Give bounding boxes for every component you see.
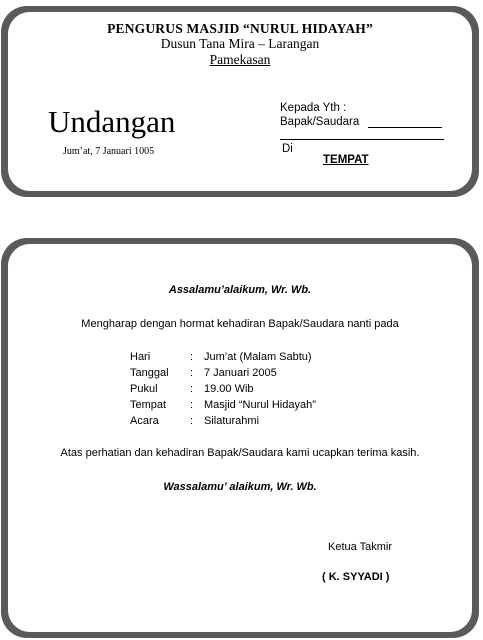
recipient-name-blank-line [368,127,442,128]
org-village: Dusun Tana Mira – Larangan [160,36,320,51]
invitation-title: Undangan [48,104,176,139]
address-place: TEMPAT [323,154,369,166]
detail-value: 19.00 Wib [204,383,254,395]
address-to-label: Kepada Yth : [280,102,347,114]
detail-value: Silaturahmi [204,415,260,427]
detail-value: Jum’at (Malam Sabtu) [204,351,312,363]
opening-greeting: Assalamu’alaikum, Wr. Wb. [168,284,312,296]
signer-title: Ketua Takmir [328,541,392,553]
envelope-card-face [8,12,472,191]
detail-label: Acara [130,415,159,427]
invitation-request: Mengharap dengan hormat kehadiran Bapak/Saudara nanti pada [81,318,399,330]
address-divider-line [280,139,444,140]
org-region: Pamekasan [209,52,271,67]
detail-colon: : [190,415,194,427]
detail-colon: : [190,351,194,363]
letter-card-face [8,244,472,632]
address-di-label: Di [282,143,293,155]
thanks-statement: Atas perhatian dan kehadiran Bapak/Saudara kami ucapkan terima kasih. [60,447,420,459]
signer-name: ( K. SYYADI ) [322,571,390,583]
closing-greeting: Wassalamu’ alaikum, Wr. Wb. [163,481,317,493]
detail-label: Tanggal [130,367,169,379]
invitation-date: Jum’at, 7 Januari 1005 [63,146,155,157]
detail-colon: : [190,383,194,395]
detail-value: 7 Januari 2005 [204,367,277,379]
detail-colon: : [190,367,194,379]
org-name: PENGURUS MASJID “NURUL HIDAYAH” [107,21,373,36]
detail-colon: : [190,399,194,411]
detail-label: Hari [130,351,151,363]
invitation-letter-card [1,238,479,638]
detail-label: Pukul [130,383,158,395]
detail-label: Tempat [130,399,167,411]
address-recipient-label: Bapak/Saudara [280,116,360,128]
invitation-envelope-card [1,6,479,197]
detail-value: Masjid “Nurul Hidayah” [204,399,316,411]
